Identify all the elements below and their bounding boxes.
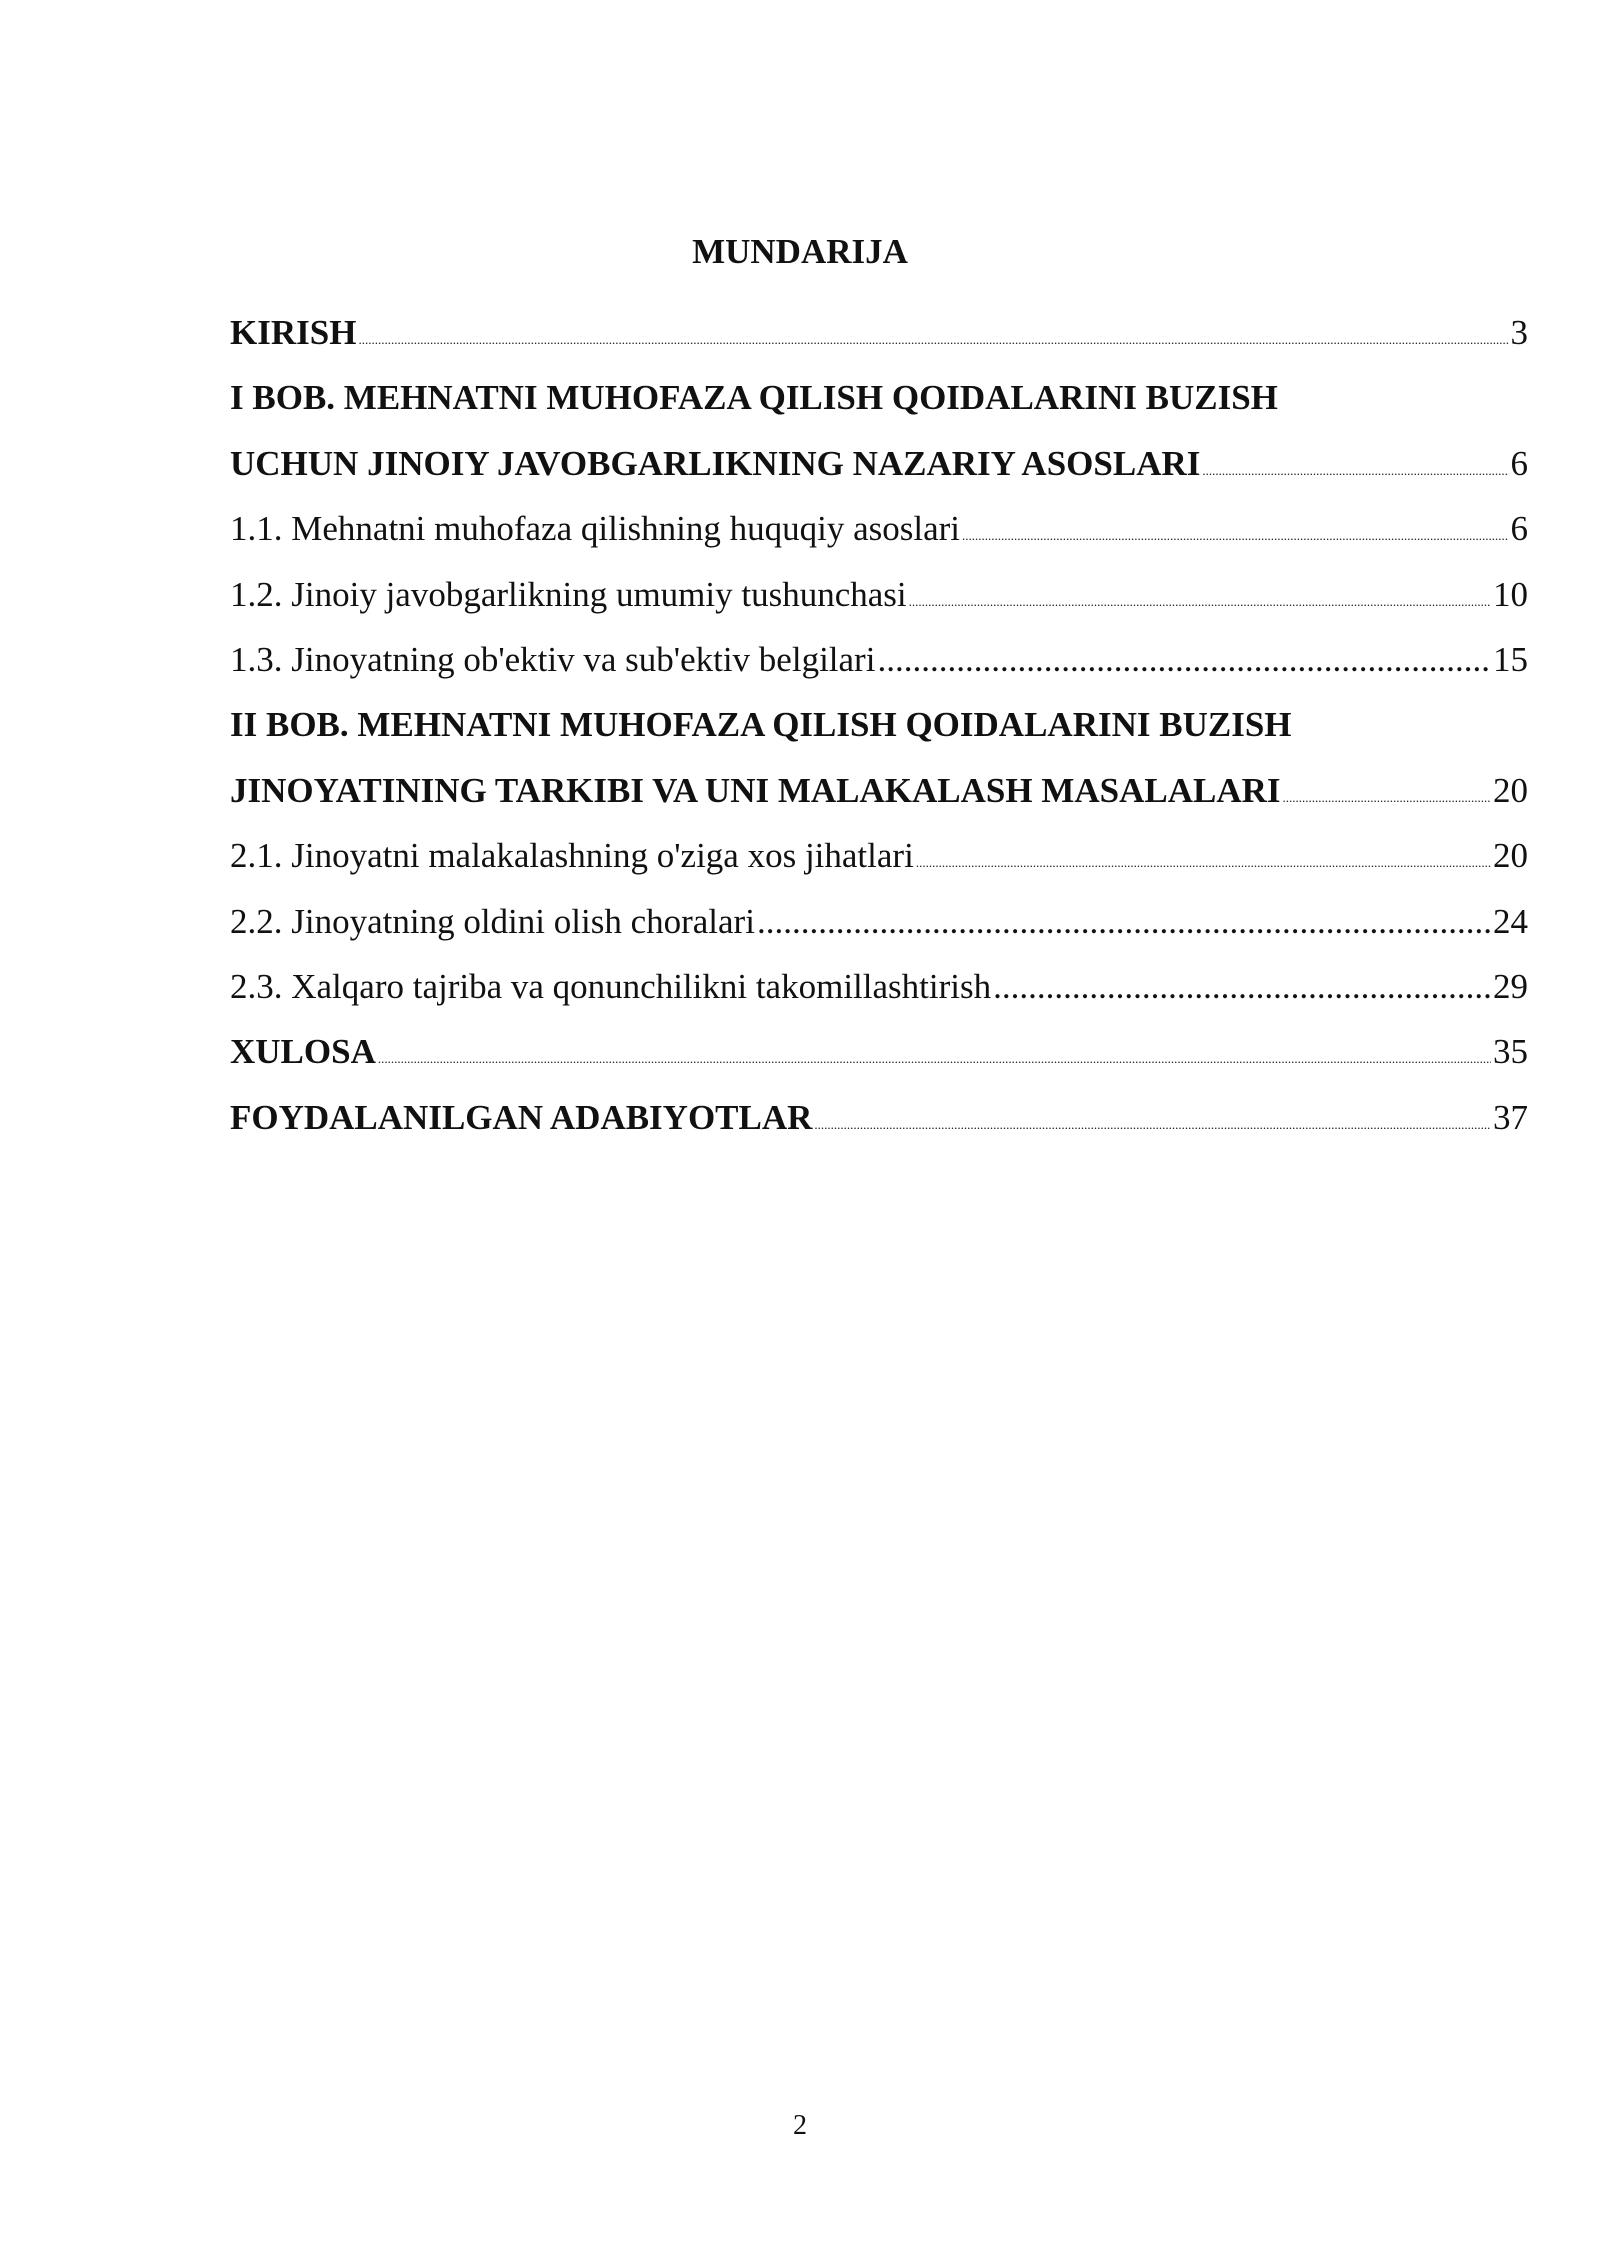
toc-entry-2-2[interactable]	[230, 889, 1528, 954]
toc-entry-1-2[interactable]	[230, 562, 1528, 627]
toc-entry-chapter-1-line-2[interactable]	[230, 431, 1528, 496]
toc-entry-2-3[interactable]	[230, 954, 1528, 1019]
toc-entry-page: 24	[1493, 901, 1528, 941]
toc-entry-text: KIRISH	[230, 313, 357, 352]
toc-entry-page: 37	[1493, 1097, 1528, 1137]
toc-entry-xulosa[interactable]	[230, 1019, 1528, 1084]
toc-entry-text: 1.1. Mehnatni muhofaza qilishning huquqiy asoslari	[230, 509, 961, 549]
dot-leader	[378, 1052, 1491, 1065]
dot-leader	[757, 889, 1491, 954]
dot-leader	[962, 529, 1508, 542]
toc-entry-page: 15	[1493, 639, 1528, 679]
toc-entry-text: 1.2. Jinoiy javobgarlikning umumiy tushunchasi	[230, 574, 907, 614]
toc-entry-text: 2.1. Jinoyatni malakalashning o'ziga xos jihatlari	[230, 836, 914, 876]
toc-entry-references[interactable]	[230, 1085, 1528, 1150]
toc-entry-text: UCHUN JINOIY JAVOBGARLIKNING NAZARIY ASOSLARI	[230, 443, 1201, 483]
toc-entry-page: 6	[1510, 443, 1528, 483]
dot-leader	[909, 595, 1491, 608]
dot-leader	[877, 627, 1491, 692]
toc-entry-page: 35	[1493, 1032, 1528, 1072]
toc-entry-chapter-1-line-1[interactable]	[230, 365, 1528, 430]
toc-entry-chapter-2-line-2[interactable]	[230, 758, 1528, 823]
toc-entry-page: 29	[1493, 966, 1528, 1006]
dot-leader	[1283, 791, 1491, 804]
dot-leader	[358, 333, 1508, 346]
toc-entry-1-1[interactable]	[230, 496, 1528, 561]
toc-entry-text: II BOB. MEHNATNI MUHOFAZA QILISH QOIDALARINI BUZISH	[230, 705, 1292, 745]
dot-leader	[814, 1118, 1491, 1131]
toc-entry-page: 10	[1493, 574, 1528, 614]
page-title: MUNDARIJA	[692, 232, 908, 271]
toc-entry-text: XULOSA	[230, 1032, 376, 1072]
toc-entry-page: 20	[1493, 770, 1528, 810]
dot-leader	[916, 856, 1491, 869]
dot-leader	[993, 954, 1491, 1019]
toc-entry-kirish[interactable]	[230, 300, 1528, 365]
toc-entry-text: 1.3. Jinoyatning ob'ektiv va sub'ektiv belgilari	[230, 639, 876, 679]
toc-entry-text: I BOB. MEHNATNI MUHOFAZA QILISH QOIDALARINI BUZISH	[230, 378, 1278, 418]
toc-entry-text: JINOYATINING TARKIBI VA UNI MALAKALASH MASALALARI	[230, 770, 1281, 810]
toc-entry-page: 20	[1493, 836, 1528, 876]
toc-entry-page: 6	[1510, 509, 1528, 549]
toc-entry-2-1[interactable]	[230, 823, 1528, 888]
toc-entry-text: 2.3. Xalqaro tajriba va qonunchilikni takomillashtirish	[230, 966, 992, 1006]
toc-entry-chapter-2-line-1[interactable]	[230, 692, 1528, 757]
toc-entry-page: 3	[1510, 313, 1528, 352]
toc-entry-text: 2.2. Jinoyatning oldini olish choralari	[230, 901, 755, 941]
page-number: 2	[793, 2110, 807, 2141]
toc-entry-1-3[interactable]	[230, 627, 1528, 692]
dot-leader	[1202, 464, 1508, 477]
table-of-contents	[230, 300, 1528, 1150]
toc-entry-text: FOYDALANILGAN ADABIYOTLAR	[230, 1097, 813, 1137]
